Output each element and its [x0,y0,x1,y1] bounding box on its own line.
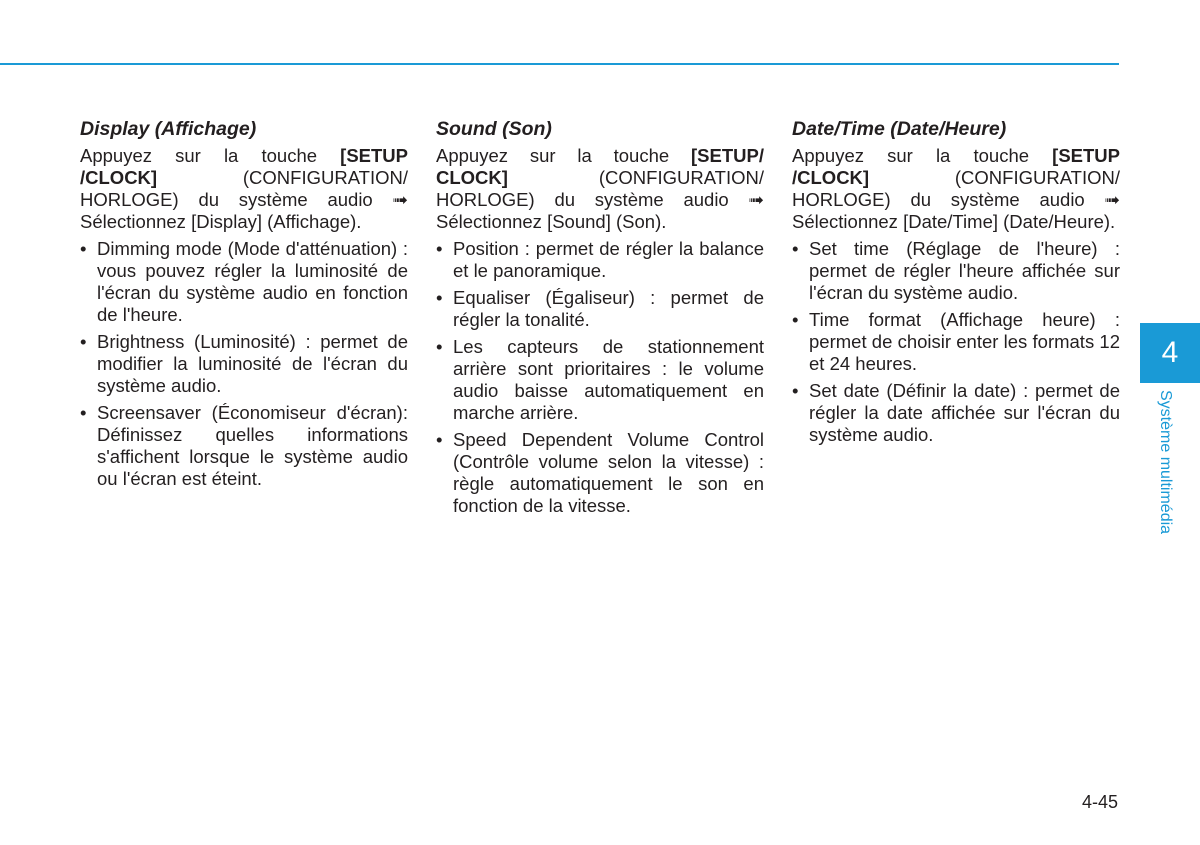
key-label: [SETUP /CLOCK] [80,145,408,188]
bullet-icon: • [792,309,799,330]
bullet-text: Les capteurs de stationnement arrière sont prioritaires : le volume audio baisse automatiquement en marche arrière. [453,336,764,423]
bullet-text: Dimming mode (Mode d'atténuation) : vous pouvez régler la luminosité de l'écran du système audio en fonction de l'heure. [97,238,408,325]
bullet-text: Set date (Définir la date) : permet de régler la date affichée sur l'écran du système audio. [809,380,1120,445]
section-display [80,116,408,495]
bullet-text: Brightness (Luminosité) : permet de modifier la luminosité de l'écran du système audio. [97,331,408,396]
bullet-item [792,309,1120,375]
bullet-icon: • [436,287,443,308]
bullet-text: Screensaver (Économiseur d'écran): Définissez quelles informations s'affichent lorsque le système audio ou l'écran est éteint. [97,402,408,489]
bullet-icon: • [80,331,87,352]
section-title: Display (Affichage) [80,118,257,140]
bullet-item [792,380,1120,446]
section-title: Sound (Son) [436,118,552,140]
bullet-text: Position : permet de régler la balance et le panoramique. [453,238,764,281]
bullet-list [436,238,764,517]
bullet-item [436,287,764,331]
bullet-icon: • [436,429,443,450]
intro-text: (CONFIGURATION/ HORLOGE) du système audio ➟ Sélectionnez [Display] (Affichage). [80,167,408,232]
section-intro [792,145,1120,233]
page-number: 4-45 [1081,792,1118,812]
section-title: Date/Time (Date/Heure) [792,118,1007,140]
bullet-icon: • [436,336,443,357]
bullet-list [792,238,1120,446]
bullet-icon: • [792,380,799,401]
bullet-item [436,429,764,517]
intro-text: Appuyez sur la touche [80,145,341,166]
section-sound [436,116,764,522]
bullet-icon: • [80,402,87,423]
bullet-item [80,331,408,397]
intro-text: Appuyez sur la touche [792,145,1053,166]
bullet-text: Speed Dependent Volume Control (Contrôle volume selon la vitesse) : règle automatiquement le son en fonction de la vitesse. [453,429,764,516]
key-label: [SETUP/ CLOCK] [436,145,764,188]
intro-text: (CONFIGURATION/ HORLOGE) du système audio ➟ Sélectionnez [Date/Time] (Date/Heure). [792,167,1120,232]
chapter-number: 4 [1161,336,1179,369]
bullet-icon: • [80,238,87,259]
bullet-list [80,238,408,490]
bullet-item [80,238,408,326]
key-label: [SETUP /CLOCK] [792,145,1120,188]
section-date-time [792,116,1120,451]
bullet-text: Time format (Affichage heure) : permet de choisir enter les formats 12 et 24 heures. [809,309,1120,374]
intro-text: (CONFIGURATION/ HORLOGE) du système audio ➟ Sélectionnez [Sound] (Son). [436,167,764,232]
chapter-tab [1140,323,1200,383]
bullet-text: Set time (Réglage de l'heure) : permet de régler l'heure affichée sur l'écran du système audio. [809,238,1120,303]
section-intro [80,145,408,233]
chapter-label: Système multimédia [1157,390,1174,535]
bullet-item [792,238,1120,304]
bullet-item [436,336,764,424]
header-rule [0,63,1119,65]
intro-text: Appuyez sur la touche [436,145,692,166]
bullet-item [436,238,764,282]
bullet-icon: • [436,238,443,259]
bullet-text: Equaliser (Égaliseur) : permet de régler la tonalité. [453,287,764,330]
bullet-item [80,402,408,490]
bullet-icon: • [792,238,799,259]
section-intro [436,145,764,233]
